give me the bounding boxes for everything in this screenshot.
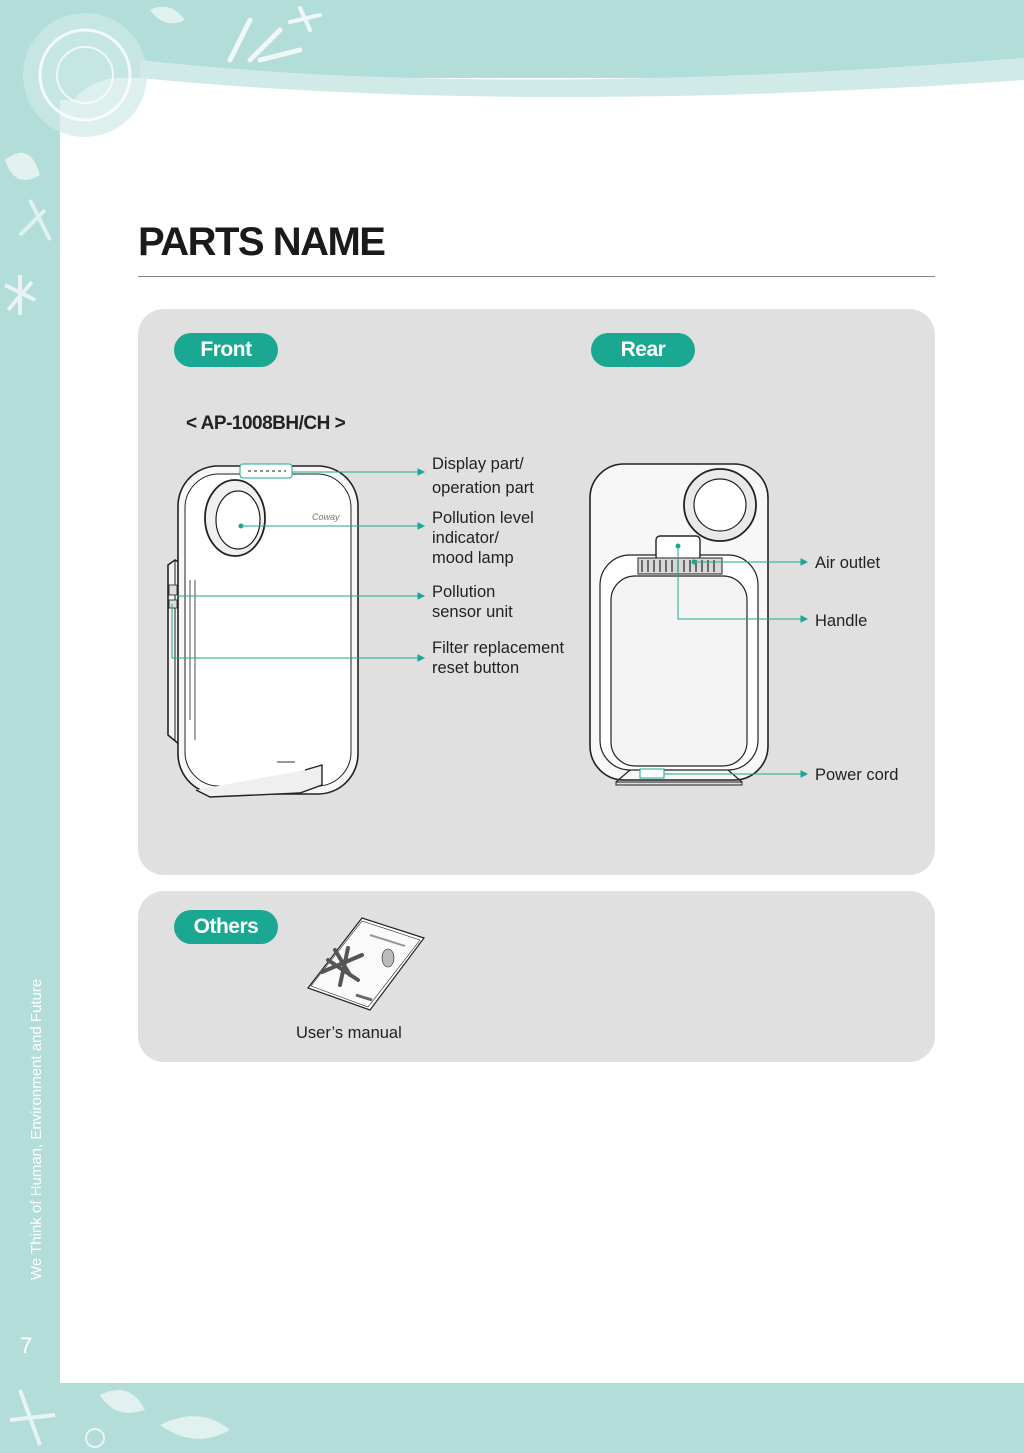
label-filter-reset-button: Filter replacement reset button — [432, 639, 565, 677]
label-air-outlet: Air outlet — [815, 554, 881, 572]
label-pollution-indicator: Pollution level indicator/ mood lamp — [432, 509, 534, 567]
label-handle: Handle — [815, 612, 868, 630]
brand-logo-text: Coway — [312, 512, 340, 522]
label-users-manual: User’s manual — [296, 1024, 402, 1042]
page-title: PARTS NAME — [138, 220, 385, 264]
label-display-part: Display part/ operation part — [432, 455, 534, 497]
model-number: < AP-1008BH/CH > — [186, 413, 346, 434]
front-heading-badge: Front — [174, 333, 278, 367]
label-pollution-sensor: Pollution sensor unit — [432, 583, 513, 621]
rear-heading-badge: Rear — [591, 333, 695, 367]
others-heading-badge: Others — [174, 910, 278, 944]
side-tagline: We Think of Human, Environment and Future — [28, 978, 45, 1280]
label-power-cord: Power cord — [815, 766, 899, 784]
page-number: 7 — [20, 1333, 33, 1358]
